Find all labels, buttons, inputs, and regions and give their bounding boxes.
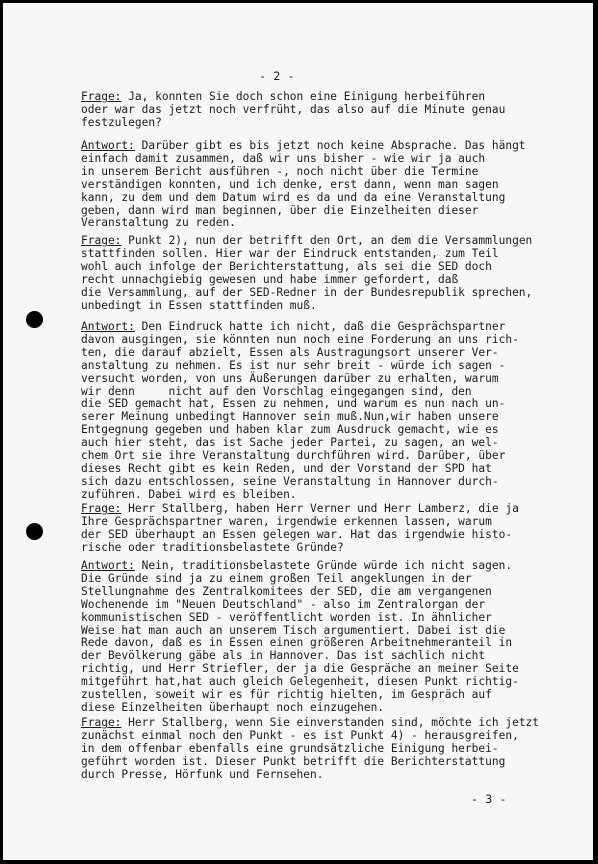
line-text: Den Eindruck hatte ich nicht, daß die Gesprächspartner: [134, 320, 506, 333]
line-text: recht unnachgiebig gewesen und habe immer gefordert, daß: [81, 272, 459, 286]
line-text: festzulegen?: [81, 115, 162, 129]
qa-block: [81, 140, 571, 230]
text-line: [81, 769, 571, 782]
line-text: ten, die darauf abzielt, Essen als Austragungsort unserer Ver-: [81, 345, 499, 359]
line-text: zustellen, soweit wir es für richtig hielten, im Gespräch auf: [81, 688, 492, 702]
next-page-marker: - 3 -: [471, 792, 507, 806]
qa-block: [81, 560, 571, 715]
line-text: kann, zu dem und dem Datum wird es da und da eine Veranstaltung: [81, 190, 506, 204]
line-text: oder war das jetzt noch verfrüht, das also auf die Minute genau: [81, 102, 506, 116]
line-text: die Versammlung, auf der SED-Redner in der Bundesrepublik sprechen,: [81, 285, 533, 299]
line-text: Weise hat man auch an unserem Tisch argumentiert. Dabei ist die: [81, 623, 506, 637]
line-text: Rede davon, daß es in Essen einen größeren Arbeitnehmeranteil in: [81, 636, 513, 650]
speaker-label: Antwort:: [81, 559, 135, 572]
line-text: zunächst einmal noch den Punkt - es ist Punkt 4) - herausgreifen,: [81, 728, 519, 742]
line-text: Herr Stallberg, haben Herr Verner und Herr Lamberz, die ja: [121, 502, 519, 515]
qa-block: [81, 91, 571, 130]
speaker-label: Antwort:: [81, 139, 135, 152]
line-text: Punkt 2), nun der betrifft den Ort, an dem die Versammlungen: [121, 234, 533, 247]
line-text: wohl auch infolge der Berichterstattung, als sei die SED doch: [81, 259, 492, 273]
line-text: in dem offenbar ebenfalls eine grundsätzliche Einigung herbei-: [81, 741, 499, 755]
line-text: davon ausgingen, sie könnten nun noch eine Forderung an uns rich-: [81, 332, 519, 346]
line-text: Die Gründe sind ja zu einem großen Teil angeklungen in der: [81, 571, 472, 585]
qa-block: [81, 321, 571, 502]
line-text: versucht worden, von uns Äußerungen darüber zu erhalten, warum: [81, 371, 499, 385]
qa-block: [81, 235, 571, 312]
line-text: Ja, konnten Sie doch schon eine Einigung herbeiführen: [121, 90, 486, 103]
line-text: sich dazu entschlossen, seine Veranstaltung in Hannover durch-: [81, 474, 499, 488]
speaker-label: Frage:: [81, 234, 122, 247]
line-text: anstaltung zu nehmen. Es ist nur sehr breit - würde ich sagen -: [81, 358, 506, 372]
qa-block: [81, 717, 571, 782]
text-line: [81, 702, 571, 715]
line-text: Ihre Gesprächspartner waren, irgendwie erkennen lassen, warum: [81, 514, 492, 528]
line-text: die SED gemacht hat, Essen zu nehmen, und warum es nun nach un-: [81, 397, 506, 411]
text-line: [81, 300, 571, 313]
line-text: kommunistischen SED - veröffentlicht worden ist. In ähnlicher: [81, 610, 492, 624]
line-text: Wochenende im "Neuen Deutschland" - also im Zentralorgan der: [81, 597, 486, 611]
line-text: Stellungnahme des Zentralkomitees der SED, die am vergangenen: [81, 584, 492, 598]
line-text: richtig, und Herr Striefler, der ja die Gespräche an meiner Seite: [81, 662, 519, 676]
speaker-label: Antwort:: [81, 320, 135, 333]
punch-hole-top: [26, 311, 43, 328]
line-text: Nein, traditionsbelastete Gründe würde ich nicht sagen.: [134, 559, 513, 572]
line-text: geben, dann wird man beginnen, über die Einzelheiten dieser: [81, 203, 479, 217]
speaker-label: Frage:: [81, 90, 122, 103]
text-line: [81, 542, 571, 555]
line-text: unbedingt in Essen stattfinden muß.: [81, 298, 317, 312]
line-text: Herr Stallberg, wenn Sie einverstanden sind, möchte ich jetzt: [121, 716, 540, 729]
qa-block: [81, 503, 571, 555]
line-text: verständigen konnten, und ich denke, erst dann, wenn man sagen: [81, 177, 499, 191]
line-text: rische oder traditionsbelastete Gründe?: [81, 540, 344, 554]
line-text: der SED überhaupt an Essen gelegen war. Hat das irgendwie histo-: [81, 527, 513, 541]
text-line: [81, 217, 571, 230]
line-text: in unserem Bericht ausführen -, noch nicht über die Termine: [81, 164, 479, 178]
line-text: auch hier steht, das ist Sache jeder Partei, zu sagen, an wel-: [81, 436, 499, 450]
line-text: diese Einzelheiten überhaupt noch einzugehen.: [81, 700, 385, 714]
text-line: [81, 489, 571, 502]
line-text: Darüber gibt es bis jetzt noch keine Absprache. Das hängt: [134, 139, 526, 152]
text-line: [81, 117, 571, 130]
line-text: einfach damit zusammen, daß wir uns bisher - wie wir ja auch: [81, 151, 486, 165]
line-text: durch Presse, Hörfunk und Fernsehen.: [81, 767, 324, 781]
document-page: [3, 3, 593, 860]
speaker-label: Frage:: [81, 502, 122, 515]
line-text: chem Ort sie ihre Veranstaltung durchführen wird. Darüber, über: [81, 449, 506, 463]
line-text: zuführen. Dabei wird es bleiben.: [81, 487, 297, 501]
line-text: Entgegnung gegeben und haben klar zum Ausdruck gemacht, wie es: [81, 423, 499, 437]
speaker-label: Frage:: [81, 716, 122, 729]
line-text: serer Meinung unbedingt Hannover sein muß.Nun,wir haben unsere: [81, 410, 499, 424]
line-text: dieses Recht gibt es kein Reden, und der Vorstand der SPD hat: [81, 461, 492, 475]
line-text: geführt worden ist. Dieser Punkt betrifft die Berichterstattung: [81, 754, 506, 768]
line-text: stattfinden sollen. Hier war der Eindruck entstanden, zum Teil: [81, 246, 499, 260]
line-text: wir denn nicht auf den Vorschlag eingegangen sind, den: [81, 384, 472, 398]
line-text: der Bevölkerung gäbe als in Hannover. Das ist sachlich nicht: [81, 649, 486, 663]
punch-hole-bottom: [26, 523, 43, 540]
line-text: mitgeführt hat,hat auch gleich Gelegenheit, diesen Punkt richtig-: [81, 675, 519, 689]
page-number: - 2 -: [259, 69, 295, 83]
line-text: Veranstaltung zu reden.: [81, 216, 236, 230]
